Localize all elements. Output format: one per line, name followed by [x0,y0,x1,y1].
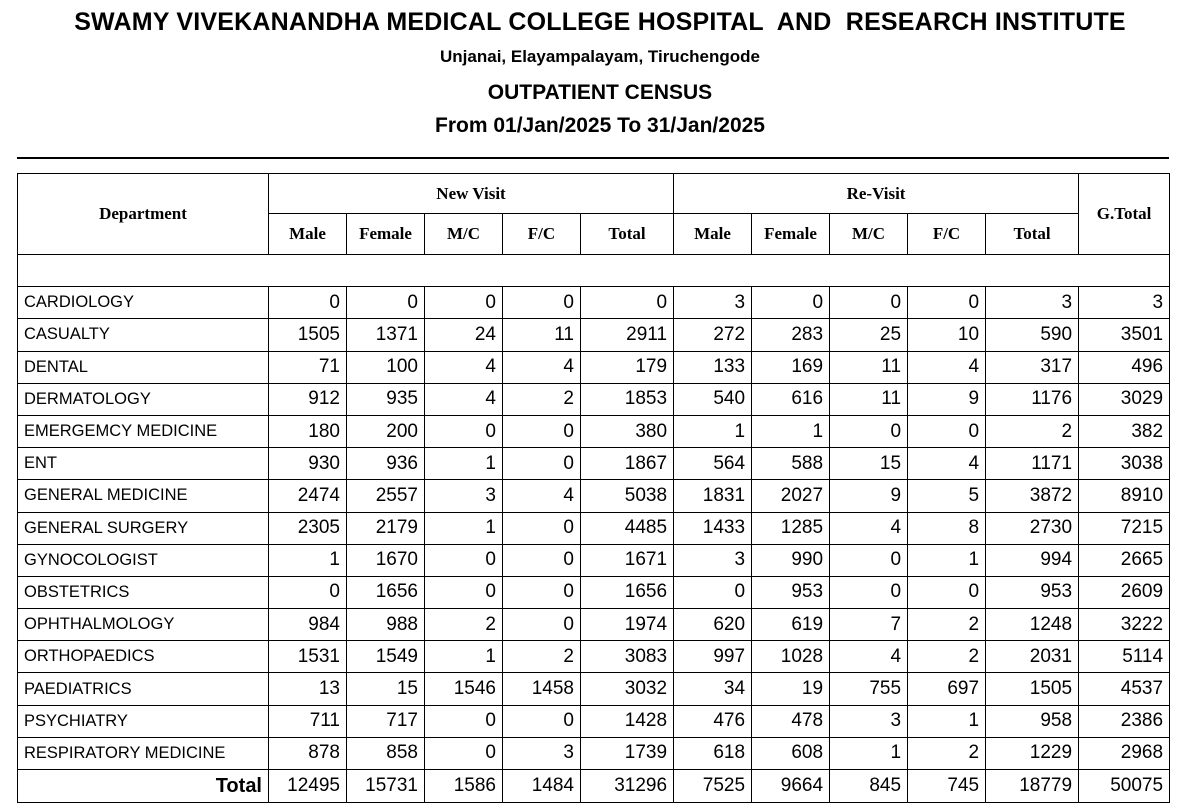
re-fc-cell: 0 [908,576,986,608]
col-group-revisit: Re-Visit [674,174,1079,214]
table-row [18,448,1170,480]
census-body [18,255,1170,803]
new-female-cell: 988 [347,609,425,641]
re-female-cell: 169 [752,351,830,383]
new-total-cell: 1853 [581,383,674,415]
gtotal-cell: 3501 [1079,319,1170,351]
department-name: GENERAL SURGERY [18,512,269,544]
re-male-cell: 1433 [674,512,752,544]
new-total-cell: 31296 [581,770,674,803]
col-header-re-female: Female [752,214,830,255]
new-fc-cell: 1458 [503,673,581,705]
new-female-cell: 1670 [347,544,425,576]
new-mc-cell: 0 [425,415,503,447]
re-fc-cell: 1 [908,705,986,737]
new-fc-cell: 0 [503,544,581,576]
re-male-cell: 3 [674,287,752,319]
new-male-cell: 13 [269,673,347,705]
table-row [18,383,1170,415]
new-male-cell: 711 [269,705,347,737]
new-male-cell: 0 [269,576,347,608]
new-female-cell: 2179 [347,512,425,544]
re-female-cell: 283 [752,319,830,351]
re-mc-cell: 4 [830,641,908,673]
re-male-cell: 620 [674,609,752,641]
re-fc-cell: 8 [908,512,986,544]
col-header-new-female: Female [347,214,425,255]
new-mc-cell: 0 [425,544,503,576]
new-fc-cell: 1484 [503,770,581,803]
new-total-cell: 1428 [581,705,674,737]
re-female-cell: 1028 [752,641,830,673]
new-male-cell: 71 [269,351,347,383]
new-total-cell: 4485 [581,512,674,544]
re-female-cell: 1285 [752,512,830,544]
department-name: EMERGEMCY MEDICINE [18,415,269,447]
re-male-cell: 476 [674,705,752,737]
new-female-cell: 1549 [347,641,425,673]
re-fc-cell: 5 [908,480,986,512]
department-name: ORTHOPAEDICS [18,641,269,673]
gtotal-cell: 382 [1079,415,1170,447]
new-total-cell: 1656 [581,576,674,608]
re-total-cell: 3 [986,287,1079,319]
re-mc-cell: 1 [830,737,908,769]
new-male-cell: 2474 [269,480,347,512]
re-total-cell: 1505 [986,673,1079,705]
new-total-cell: 1974 [581,609,674,641]
new-female-cell: 100 [347,351,425,383]
table-row [18,415,1170,447]
new-male-cell: 2305 [269,512,347,544]
new-mc-cell: 1 [425,641,503,673]
new-mc-cell: 1 [425,512,503,544]
re-mc-cell: 9 [830,480,908,512]
new-mc-cell: 24 [425,319,503,351]
re-male-cell: 1 [674,415,752,447]
new-total-cell: 1671 [581,544,674,576]
re-fc-cell: 4 [908,448,986,480]
report-title: OUTPATIENT CENSUS [487,81,713,104]
department-name: GYNOCOLOGIST [18,544,269,576]
new-mc-cell: 1 [425,448,503,480]
department-name: CARDIOLOGY [18,287,269,319]
gtotal-cell: 7215 [1079,512,1170,544]
department-name: CASUALTY [18,319,269,351]
new-mc-cell: 4 [425,383,503,415]
new-male-cell: 1531 [269,641,347,673]
re-male-cell: 618 [674,737,752,769]
new-female-cell: 936 [347,448,425,480]
report-date-range: From 01/Jan/2025 To 31/Jan/2025 [435,114,765,137]
gtotal-cell: 5114 [1079,641,1170,673]
table-row [18,319,1170,351]
re-female-cell: 990 [752,544,830,576]
new-female-cell: 935 [347,383,425,415]
new-fc-cell: 0 [503,415,581,447]
new-male-cell: 1505 [269,319,347,351]
re-female-cell: 0 [752,287,830,319]
re-male-cell: 564 [674,448,752,480]
table-row [18,480,1170,512]
re-total-cell: 2 [986,415,1079,447]
new-mc-cell: 0 [425,576,503,608]
re-total-cell: 317 [986,351,1079,383]
table-row [18,544,1170,576]
re-fc-cell: 0 [908,415,986,447]
re-male-cell: 997 [674,641,752,673]
new-male-cell: 1 [269,544,347,576]
gtotal-cell: 3038 [1079,448,1170,480]
new-total-cell: 3083 [581,641,674,673]
re-fc-cell: 1 [908,544,986,576]
new-fc-cell: 0 [503,287,581,319]
new-female-cell: 858 [347,737,425,769]
re-total-cell: 1248 [986,609,1079,641]
re-male-cell: 272 [674,319,752,351]
re-male-cell: 34 [674,673,752,705]
new-fc-cell: 4 [503,480,581,512]
re-mc-cell: 11 [830,383,908,415]
gtotal-cell: 4537 [1079,673,1170,705]
new-total-cell: 5038 [581,480,674,512]
re-fc-cell: 2 [908,609,986,641]
new-female-cell: 2557 [347,480,425,512]
re-female-cell: 2027 [752,480,830,512]
re-mc-cell: 755 [830,673,908,705]
re-fc-cell: 9 [908,383,986,415]
gtotal-cell: 3222 [1079,609,1170,641]
re-mc-cell: 0 [830,287,908,319]
gtotal-cell: 3029 [1079,383,1170,415]
re-female-cell: 619 [752,609,830,641]
col-header-department: Department [18,174,269,255]
department-name: GENERAL MEDICINE [18,480,269,512]
department-name: PSYCHIATRY [18,705,269,737]
re-mc-cell: 7 [830,609,908,641]
department-name: RESPIRATORY MEDICINE [18,737,269,769]
re-male-cell: 1831 [674,480,752,512]
new-female-cell: 15731 [347,770,425,803]
re-mc-cell: 4 [830,512,908,544]
re-fc-cell: 2 [908,737,986,769]
new-female-cell: 1656 [347,576,425,608]
re-fc-cell: 2 [908,641,986,673]
total-row [18,770,1170,803]
new-mc-cell: 1546 [425,673,503,705]
table-row [18,609,1170,641]
col-group-new-visit: New Visit [269,174,674,214]
col-header-new-mc: M/C [425,214,503,255]
col-header-re-fc: F/C [908,214,986,255]
gtotal-cell: 2968 [1079,737,1170,769]
total-label: Total [18,770,269,803]
re-fc-cell: 697 [908,673,986,705]
re-female-cell: 9664 [752,770,830,803]
new-total-cell: 3032 [581,673,674,705]
new-fc-cell: 2 [503,641,581,673]
re-mc-cell: 3 [830,705,908,737]
table-row [18,512,1170,544]
new-mc-cell: 2 [425,609,503,641]
gtotal-cell: 8910 [1079,480,1170,512]
re-total-cell: 1229 [986,737,1079,769]
col-header-re-total: Total [986,214,1079,255]
new-fc-cell: 0 [503,609,581,641]
new-female-cell: 1371 [347,319,425,351]
re-mc-cell: 0 [830,415,908,447]
re-total-cell: 3872 [986,480,1079,512]
new-fc-cell: 0 [503,576,581,608]
re-female-cell: 19 [752,673,830,705]
new-total-cell: 0 [581,287,674,319]
re-total-cell: 2730 [986,512,1079,544]
new-male-cell: 0 [269,287,347,319]
col-header-re-male: Male [674,214,752,255]
institution-address: Unjanai, Elayampalayam, Tiruchengode [440,47,760,66]
re-mc-cell: 845 [830,770,908,803]
col-header-re-mc: M/C [830,214,908,255]
re-total-cell: 1171 [986,448,1079,480]
re-female-cell: 1 [752,415,830,447]
re-fc-cell: 745 [908,770,986,803]
gtotal-cell: 496 [1079,351,1170,383]
department-name: OPHTHALMOLOGY [18,609,269,641]
department-name: OBSTETRICS [18,576,269,608]
department-name: PAEDIATRICS [18,673,269,705]
re-mc-cell: 0 [830,544,908,576]
gtotal-cell: 3 [1079,287,1170,319]
table-row [18,737,1170,769]
table-row [18,351,1170,383]
department-name: ENT [18,448,269,480]
re-mc-cell: 25 [830,319,908,351]
new-total-cell: 179 [581,351,674,383]
table-row [18,576,1170,608]
re-total-cell: 2031 [986,641,1079,673]
new-male-cell: 930 [269,448,347,480]
new-female-cell: 15 [347,673,425,705]
new-male-cell: 984 [269,609,347,641]
department-name: DERMATOLOGY [18,383,269,415]
new-male-cell: 180 [269,415,347,447]
census-table [17,173,1170,803]
table-row [18,641,1170,673]
table-row [18,287,1170,319]
re-mc-cell: 11 [830,351,908,383]
re-total-cell: 18779 [986,770,1079,803]
re-female-cell: 616 [752,383,830,415]
re-total-cell: 958 [986,705,1079,737]
col-header-new-fc: F/C [503,214,581,255]
gtotal-cell: 2386 [1079,705,1170,737]
re-total-cell: 953 [986,576,1079,608]
re-total-cell: 994 [986,544,1079,576]
new-male-cell: 12495 [269,770,347,803]
new-male-cell: 912 [269,383,347,415]
col-header-gtotal: G.Total [1079,174,1170,255]
re-male-cell: 7525 [674,770,752,803]
header-row-groups [18,174,1170,214]
re-male-cell: 3 [674,544,752,576]
re-total-cell: 590 [986,319,1079,351]
table-row [18,673,1170,705]
new-mc-cell: 0 [425,287,503,319]
gtotal-cell: 50075 [1079,770,1170,803]
institution-title: SWAMY VIVEKANANDHA MEDICAL COLLEGE HOSPITAL AND RESEARCH INSTITUTE [74,8,1126,36]
new-male-cell: 878 [269,737,347,769]
new-fc-cell: 0 [503,448,581,480]
new-female-cell: 200 [347,415,425,447]
new-fc-cell: 2 [503,383,581,415]
new-fc-cell: 0 [503,705,581,737]
col-header-new-male: Male [269,214,347,255]
re-male-cell: 540 [674,383,752,415]
col-header-new-total: Total [581,214,674,255]
new-fc-cell: 11 [503,319,581,351]
table-row [18,705,1170,737]
new-female-cell: 717 [347,705,425,737]
new-total-cell: 2911 [581,319,674,351]
new-fc-cell: 0 [503,512,581,544]
new-mc-cell: 0 [425,737,503,769]
gtotal-cell: 2609 [1079,576,1170,608]
new-mc-cell: 4 [425,351,503,383]
re-fc-cell: 4 [908,351,986,383]
new-fc-cell: 4 [503,351,581,383]
re-female-cell: 953 [752,576,830,608]
gtotal-cell: 2665 [1079,544,1170,576]
re-male-cell: 0 [674,576,752,608]
header-spacer-row [18,255,1170,287]
department-name: DENTAL [18,351,269,383]
re-male-cell: 133 [674,351,752,383]
re-total-cell: 1176 [986,383,1079,415]
new-total-cell: 1739 [581,737,674,769]
new-mc-cell: 3 [425,480,503,512]
re-female-cell: 608 [752,737,830,769]
re-fc-cell: 10 [908,319,986,351]
new-mc-cell: 1586 [425,770,503,803]
re-fc-cell: 0 [908,287,986,319]
re-mc-cell: 0 [830,576,908,608]
new-mc-cell: 0 [425,705,503,737]
new-female-cell: 0 [347,287,425,319]
new-fc-cell: 3 [503,737,581,769]
re-female-cell: 588 [752,448,830,480]
re-female-cell: 478 [752,705,830,737]
re-mc-cell: 15 [830,448,908,480]
new-total-cell: 380 [581,415,674,447]
header-divider [17,157,1169,159]
new-total-cell: 1867 [581,448,674,480]
